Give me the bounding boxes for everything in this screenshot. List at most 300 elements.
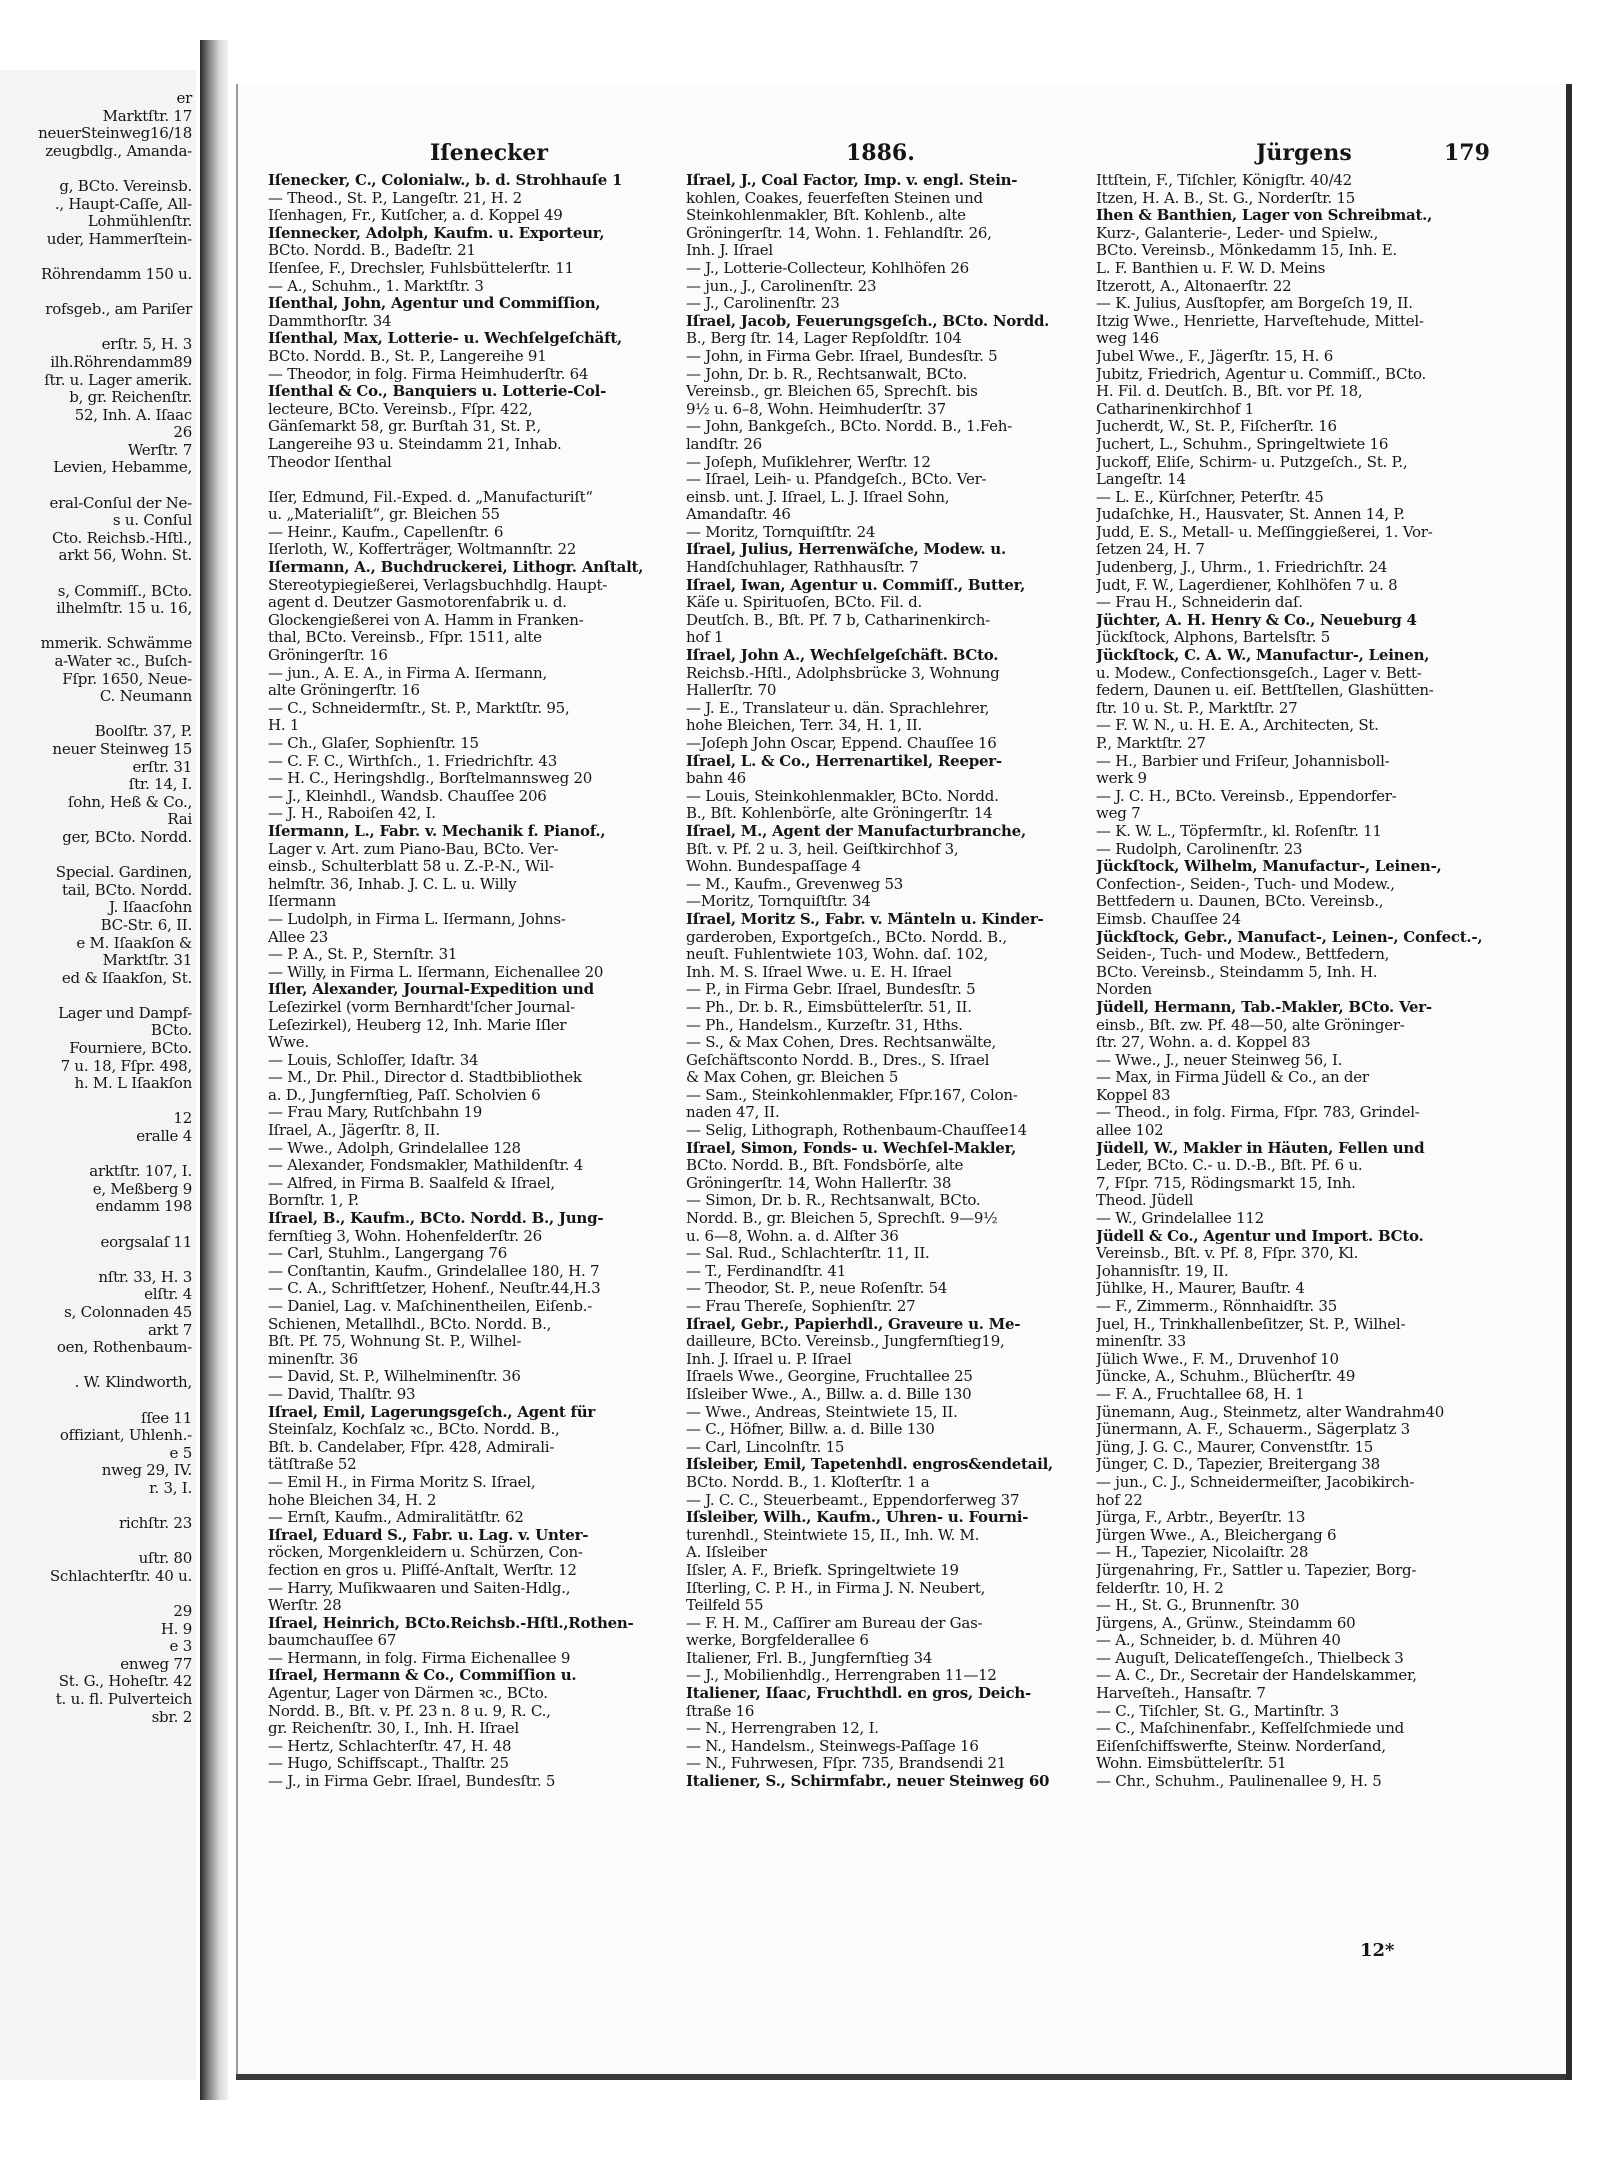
adjacent-page-line: BCto. [150, 1022, 192, 1040]
adjacent-page-line: 29 [173, 1603, 192, 1621]
directory-entry-line: — N., Fuhrwesen, Fſpr. 735, Brandsendi 21 [686, 1755, 1007, 1773]
directory-entry-line: — A., Schneider, b. d. Mühren 40 [1096, 1632, 1341, 1650]
directory-entry-line: Judt, F. W., Lagerdiener, Kohlhöfen 7 u. 8 [1096, 576, 1398, 594]
directory-entry-line: Jühlke, H., Maurer, Bauſtr. 4 [1096, 1280, 1305, 1298]
directory-entry-line: Iſrael, Simon, Fonds- u. Wechſel-Makler, [686, 1139, 1017, 1157]
directory-entry-line: federn, Daunen u. eiſ. Bettſtellen, Glashütten- [1096, 682, 1434, 700]
adjacent-page-line: BC-Str. 6, II. [100, 916, 192, 934]
directory-entry-line: Johannisſtr. 19, II. [1096, 1262, 1229, 1280]
directory-entry-line: — J., Mobilienhdlg., Herrengraben 11—12 [686, 1667, 997, 1685]
directory-entry-line: ſetzen 24, H. 7 [1096, 541, 1205, 559]
directory-entry-line: weg 146 [1096, 330, 1159, 348]
directory-entry-line: hohe Bleichen 34, H. 2 [268, 1491, 437, 1509]
adjacent-page-line: Cto. Reichsb.-Hſtl., [52, 529, 192, 547]
directory-entry-line: — Carl, Stuhlm., Langergang 76 [268, 1245, 508, 1263]
adjacent-page-line: Schlachterſtr. 40 u. [49, 1567, 192, 1585]
directory-entry-line: Jüng, J. G. C., Maurer, Convenstſtr. 15 [1096, 1438, 1374, 1456]
adjacent-page-line: offiziant, Uhlenh.- [59, 1427, 192, 1445]
directory-entry-line: — Frau Mary, Rutſchbahn 19 [268, 1104, 483, 1122]
directory-entry-line: Norden [1096, 981, 1152, 999]
adjacent-page-line: Fourniere, BCto. [69, 1040, 192, 1058]
adjacent-page-line [0, 1533, 196, 1551]
adjacent-page-line: s, Colonnaden 45 [64, 1303, 192, 1321]
directory-entry-line: Glockengießerei von A. Hamm in Franken- [268, 611, 584, 629]
directory-entry-line: Itzig Wwe., Henriette, Harveſtehude, Mittel- [1096, 312, 1424, 330]
directory-entry-line: ſtraße 16 [686, 1702, 755, 1720]
directory-entry-line: Vereinsb., gr. Bleichen 65, Sprechſt. bis [686, 383, 978, 401]
directory-entry-line: Bſt. Pf. 75, Wohnung St. P., Wilhel- [268, 1333, 522, 1351]
directory-entry-line: Ihen & Banthien, Lager von Schreibmat., [1096, 207, 1433, 225]
directory-entry-line: — Daniel, Lag. v. Maſchinentheilen, Eiſenb.- [268, 1298, 593, 1315]
adjacent-page-line: arkt 56, Wohn. St. [58, 547, 192, 565]
adjacent-page-line: ſohn, Heß & Co., [67, 793, 192, 811]
directory-entry-line: P., Marktſtr. 27 [1096, 735, 1206, 752]
directory-entry-line: Iſsleiber, Wilh., Kaufm., Uhren- u. Fourni- [686, 1509, 1029, 1527]
directory-entry-line: H. Fil. d. Deutſch. B., Bſt. vor Pf. 18, [1096, 383, 1363, 401]
directory-entry-line: röcken, Morgenkleidern u. Schürzen, Con- [268, 1544, 583, 1562]
directory-entry-line: — H., Barbier und Friſeur, Johannisboll- [1096, 752, 1390, 770]
directory-entry-line: — S., & Max Cohen, Dres. Rechtsanwälte, [686, 1034, 997, 1052]
adjacent-page-line: mmerik. Schwämme [40, 635, 192, 653]
adjacent-page-line: b, gr. Reichenſtr. [69, 389, 192, 407]
adjacent-page-line: s u. Conſul [112, 512, 192, 530]
directory-entry-line: Italiener, S., Schirmfabr., neuer Steinweg 60 [686, 1773, 1050, 1791]
directory-entry-line: — H., Tapezier, Nicolaiſtr. 28 [1096, 1544, 1309, 1562]
directory-entry-line: Deutſch. B., Bſt. Pf. 7 b, Catharinenkirch- [686, 611, 990, 629]
adjacent-page-line: ed & Iſaakſon, St. [61, 969, 192, 987]
directory-entry-line: — M., Dr. Phil., Director d. Stadtbibliothek [268, 1069, 582, 1087]
directory-entry-line: Ittſtein, F., Tiſchler, Königſtr. 40/42 [1096, 172, 1352, 189]
adjacent-page-line: . W. Klindworth, [74, 1374, 192, 1392]
directory-entry-line: — J. H., Raboiſen 42, I. [268, 805, 436, 823]
adjacent-page-line: e 3 [169, 1638, 192, 1656]
directory-entry-line: — Theodor, in folg. Firma Heimhuderſtr. 64 [268, 365, 589, 383]
adjacent-page-line: Rai [167, 811, 192, 829]
directory-entry-line: Wohn. Bundespaſſage 4 [686, 858, 861, 876]
directory-entry-line: — Hertz, Schlachterſtr. 47, H. 48 [268, 1737, 512, 1755]
directory-entry-line: Vereinsb., Bſt. v. Pf. 8, Fſpr. 370, Kl. [1096, 1245, 1359, 1263]
directory-entry-line: allee 102 [1096, 1122, 1164, 1140]
adjacent-page-line: ., Haupt-Caſſe, All- [54, 195, 192, 213]
directory-entry-line: Jüdell, Hermann, Tab.-Makler, BCto. Ver- [1096, 998, 1432, 1016]
directory-entry-line: — Theod., St. P., Langeſtr. 21, H. 2 [268, 189, 522, 207]
directory-entry-line: Iſermann, L., Fabr. v. Mechanik f. Pianof., [268, 822, 606, 840]
directory-entry-line: u. 6—8, Wohn. a. d. Alſter 36 [686, 1227, 899, 1245]
directory-entry-line: Wwe. [268, 1034, 309, 1052]
directory-entry-line: — jun., J., Carolinenſtr. 23 [686, 277, 877, 295]
directory-entry-line: Bſt. v. Pf. 2 u. 3, heil. Geiſtkirchhof 3, [686, 840, 959, 858]
adjacent-page-line: Fſpr. 1650, Neue- [62, 670, 192, 688]
adjacent-page-line: Levien, Hebamme, [53, 459, 192, 477]
directory-entry-line: Iſrael, Heinrich, BCto.Reichsb.-Hſtl.,Rothen- [268, 1614, 634, 1632]
directory-entry-line: u. „Materialiſt“, gr. Bleichen 55 [268, 506, 500, 524]
adjacent-page-line [0, 987, 196, 1005]
adjacent-page-line: eorgsalaſ 11 [100, 1233, 192, 1251]
directory-entry-line: — Moritz, Tornquiſtſtr. 24 [686, 523, 876, 541]
directory-entry-line: werke, Borgfelderallee 6 [686, 1632, 869, 1650]
directory-entry-line: 7, Fſpr. 715, Rödingsmarkt 15, Inh. [1096, 1174, 1356, 1192]
adjacent-page-line: tail, BCto. Nordd. [61, 881, 192, 899]
adjacent-page-line: ſtr. 14, I. [128, 776, 192, 794]
adjacent-page-line: arktſtr. 107, I. [89, 1163, 192, 1181]
directory-entry-line: — jun., C. J., Schneidermeiſter, Jacobikirch- [1096, 1473, 1415, 1491]
adjacent-page-line: neuer Steinweg 15 [52, 740, 192, 758]
adjacent-page-line: arkt 7 [147, 1321, 192, 1339]
directory-entry-line: BCto. Nordd. B., St. P., Langereihe 91 [268, 347, 547, 365]
directory-entry-line: BCto. Vereinsb., Steindamm 5, Inh. H. [1096, 963, 1378, 981]
adjacent-page-line: neuerSteinweg16/18 [38, 125, 192, 143]
directory-entry-line: B., Berg ſtr. 14, Lager Repſoldſtr. 104 [686, 330, 962, 348]
directory-entry-line: — A., Schuhm., 1. Marktſtr. 3 [268, 277, 484, 295]
directory-entry-line: Jülich Wwe., F. M., Druvenhof 10 [1096, 1350, 1339, 1368]
directory-entry-line: garderoben, Exportgeſch., BCto. Nordd. B., [686, 928, 1007, 946]
directory-entry-line: einsb., Bſt. zw. Pf. 48—50, alte Gröninger- [1096, 1016, 1405, 1034]
directory-entry-line: — Auguſt, Delicateſſengeſch., Thielbeck 3 [1096, 1649, 1404, 1667]
directory-entry-line: — Alexander, Fondsmakler, Mathildenſtr. 4 [268, 1157, 584, 1175]
adjacent-page-line: ſſee 11 [141, 1409, 192, 1427]
directory-entry-line: — C., Maſchinenfabr., Keſſelſchmiede und [1096, 1720, 1404, 1738]
directory-entry-line: thal, BCto. Vereinsb., Fſpr. 1511, alte [268, 629, 542, 647]
directory-entry-line: Judd, E. S., Metall- u. Meſſinggießerei, 1. Vor- [1096, 523, 1433, 541]
adjacent-page-line [0, 1146, 196, 1164]
directory-entry-line: — A. C., Dr., Secretair der Handelskammer, [1096, 1667, 1417, 1685]
directory-entry-line: Iſenecker, C., Colonialw., b. d. Strohhauſe 1 [268, 172, 623, 189]
page-right-edge [1566, 84, 1572, 2080]
directory-entry-line: Jubel Wwe., F., Jägerſtr. 15, H. 6 [1096, 347, 1334, 365]
directory-entry-line: turenhdl., Steintwiete 15, II., Inh. W. M. [686, 1526, 980, 1544]
directory-entry-line: B., Bſt. Kohlenbörſe, alte Gröningerſtr. 14 [686, 805, 993, 823]
directory-entry-line: Allee 23 [268, 928, 329, 946]
directory-entry-line: minenſtr. 33 [1096, 1333, 1186, 1351]
adjacent-page-line: nweg 29, IV. [101, 1462, 192, 1480]
directory-entry-line: — F. H. M., Caſſirer am Bureau der Gas- [686, 1614, 983, 1632]
directory-entry-line: L. F. Banthien u. F. W. D. Meins [1096, 259, 1326, 277]
adjacent-page-line [0, 160, 196, 178]
directory-entry-line: — Ludolph, in Firma L. Iſermann, Johns- [268, 910, 566, 928]
adjacent-page-line: e, Meßberg 9 [92, 1180, 192, 1198]
adjacent-page-line: 52, Inh. A. Iſaac [74, 406, 192, 424]
running-head-left: Iſenecker [430, 140, 548, 166]
directory-entry-line: — Ph., Dr. b. R., Eimsbüttelerſtr. 51, II. [686, 998, 972, 1016]
adjacent-page-line: Marktſtr. 31 [102, 952, 192, 970]
adjacent-page-line: e M. Iſaakſon & [76, 934, 192, 952]
directory-entry-line: — C. F. C., Wirthſch., 1. Friedrichſtr. 43 [268, 752, 558, 770]
adjacent-page-line [0, 706, 196, 724]
directory-entry-line: Jürgens, A., Grünw., Steindamm 60 [1096, 1614, 1356, 1632]
adjacent-page-line: s, Commiſſ., BCto. [57, 582, 192, 600]
directory-entry-line: weg 7 [1096, 805, 1141, 823]
directory-entry-line: Jüdell, W., Makler in Häuten, Fellen und [1096, 1139, 1425, 1157]
directory-entry-line: — F. W. N., u. H. E. A., Architecten, St. [1096, 717, 1379, 735]
adjacent-page-line [0, 1251, 196, 1269]
directory-entry-line: Judenberg, J., Uhrm., 1. Friedrichſtr. 24 [1096, 559, 1388, 577]
adjacent-page-line: rofsgeb., am Pariſer [45, 301, 192, 319]
directory-entry-line: — M., Kaufm., Grevenweg 53 [686, 875, 904, 893]
directory-entry-line: hof 22 [1096, 1491, 1143, 1509]
directory-entry-line: Geſchäftsconto Nordd. B., Dres., S. Iſrael [686, 1051, 990, 1069]
directory-entry-line: Jückſtock, C. A. W., Manufactur-, Leinen, [1096, 647, 1430, 665]
directory-entry-line: Steinſalz, Kochſalz ꝛc., BCto. Nordd. B., [268, 1421, 560, 1439]
directory-entry-line: Jüncke, A., Schuhm., Blücherſtr. 49 [1096, 1368, 1356, 1386]
directory-entry-line: — Carl, Lincolnſtr. 15 [686, 1438, 845, 1456]
directory-entry-line: — J., Carolinenſtr. 23 [686, 295, 840, 313]
directory-entry-line: — C., Tiſchler, St. G., Martinſtr. 3 [1096, 1702, 1339, 1720]
directory-entry-line: Teilfeld 55 [686, 1597, 764, 1615]
adjacent-page-line: St. G., Hoheſtr. 42 [58, 1673, 192, 1691]
directory-entry-line [268, 471, 678, 489]
directory-entry-line: Amandaſtr. 46 [686, 506, 791, 524]
directory-entry-line: Jucherdt, W., St. P., Fiſcherſtr. 16 [1096, 418, 1337, 436]
directory-entry-line: Langereihe 93 u. Steindamm 21, Inhab. [268, 435, 562, 453]
adjacent-page-line: Boolſtr. 37, P. [94, 723, 192, 741]
directory-entry-line: — Chr., Schuhm., Paulinenallee 9, H. 5 [1096, 1773, 1382, 1791]
directory-entry-line: — J., Lotterie-Collecteur, Kohlhöfen 26 [686, 259, 969, 277]
directory-entry-line: — J. C. H., BCto. Vereinsb., Eppendorfer- [1096, 787, 1397, 805]
directory-entry-line: hohe Bleichen, Terr. 34, H. 1, II. [686, 717, 923, 735]
adjacent-page-line: uder, Hammerſtein- [46, 230, 192, 248]
directory-entry-line: Iſrael, M., Agent der Manufacturbranche, [686, 822, 1026, 840]
directory-entry-line: Iſrael, Gebr., Papierhdl., Graveure u. Me- [686, 1315, 1021, 1333]
directory-entry-line: Gröningerſtr. 14, Wohn Hallerſtr. 38 [686, 1174, 952, 1192]
adjacent-page-line: elſtr. 4 [144, 1286, 192, 1304]
directory-entry-line: Inh. M. S. Iſrael Wwe. u. E. H. Iſrael [686, 963, 952, 981]
directory-entry-line: — J. C. C., Steuerbeamt., Eppendorferweg 37 [686, 1491, 1020, 1509]
directory-entry-line: — J. E., Translateur u. dän. Sprachlehrer, [686, 699, 990, 717]
adjacent-page-line: richſtr. 23 [118, 1515, 192, 1533]
directory-entry-line: Iſennecker, Adolph, Kaufm. u. Exporteur, [268, 224, 605, 242]
directory-entry-line: — Frau H., Schneiderin daſ. [1096, 594, 1303, 612]
directory-entry-line: Bſt. b. Candelaber, Fſpr. 428, Admirali- [268, 1438, 555, 1456]
directory-entry-line: Iſermann, A., Buchdruckerei, Lithogr. Anſtalt, [268, 559, 644, 577]
directory-entry-line: Seiden-, Tuch- und Modew., Bettfedern, [1096, 946, 1390, 964]
directory-entry-line: BCto. Nordd. B., Bſt. Fondsbörſe, alte [686, 1157, 964, 1175]
directory-entry-line: — Theod., in folg. Firma, Fſpr. 783, Grindel- [1096, 1104, 1420, 1122]
directory-entry-line: — L. E., Kürſchner, Peterſtr. 45 [1096, 488, 1324, 506]
directory-entry-line: landſtr. 26 [686, 435, 762, 453]
adjacent-page-line: nſtr. 33, H. 3 [98, 1268, 192, 1286]
adjacent-page-line [0, 284, 196, 302]
directory-entry-line: A. Iſsleiber [686, 1544, 767, 1562]
directory-entry-line: Gröningerſtr. 16 [268, 647, 388, 665]
directory-entry-line: Jünemann, Aug., Steinmetz, alter Wandrahm40 [1096, 1403, 1445, 1421]
directory-entry-line: a. D., Jungfernſtieg, Paſſ. Scholvien 6 [268, 1086, 541, 1104]
directory-entry-line: Iſsler, A. F., Briefk. Springeltwiete 19 [686, 1561, 959, 1579]
directory-entry-line: Jückſtock, Wilhelm, Manufactur-, Leinen-, [1096, 858, 1442, 876]
directory-entry-line: kohlen, Coakes, feuerfeſten Steinen und [686, 189, 983, 207]
directory-entry-line: Iſenthal, Max, Lotterie- u. Wechſelgeſchäft, [268, 330, 622, 348]
directory-entry-line: Jubitz, Friedrich, Agentur u. Commiſſ., BCto. [1096, 365, 1427, 383]
adjacent-page-line: 7 u. 18, Fſpr. 498, [60, 1057, 192, 1075]
directory-entry-line: — Frau Thereſe, Sophienſtr. 27 [686, 1298, 916, 1315]
adjacent-page-line [0, 1498, 196, 1516]
directory-entry-line: Jüchter, A. H. Henry & Co., Neueburg 4 [1096, 611, 1417, 629]
directory-entry-line: — P. A., St. P., Sternſtr. 31 [268, 946, 458, 964]
directory-entry-line: — Conſtantin, Kaufm., Grindelallee 180, H. 7 [268, 1262, 600, 1280]
directory-entry-line: Käſe u. Spirituoſen, BCto. Fil. d. [686, 594, 923, 612]
adjacent-page-line: C. Neumann [99, 688, 192, 706]
adjacent-page-line [0, 477, 196, 495]
directory-entry-line: Jürgenahring, Fr., Sattler u. Tapezier, Borg- [1096, 1561, 1417, 1579]
directory-entry-line: Iſsleiber, Emil, Tapetenhdl. engros&endetail, [686, 1456, 1054, 1474]
adjacent-page-line: t. u. fl. Pulverteich [55, 1691, 192, 1709]
directory-entry-line: Schienen, Metallhdl., BCto. Nordd. B., [268, 1315, 552, 1333]
directory-entry-line: —Joſeph John Oscar, Eppend. Chauſſee 16 [686, 735, 997, 752]
adjacent-page-line [0, 565, 196, 583]
directory-entry-line: Eimsb. Chauſſee 24 [1096, 910, 1241, 928]
adjacent-page-line: ilh.Röhrendamm89 [50, 353, 192, 371]
directory-entry-line: Iſler, Alexander, Journal-Expedition und [268, 981, 594, 999]
adjacent-page-line: ſtr. u. Lager amerik. [44, 371, 192, 389]
directory-entry-line: Jünger, C. D., Tapezier, Breitergang 38 [1096, 1456, 1380, 1474]
column-3 [1096, 172, 1506, 1791]
directory-entry-line: Theod. Jüdell [1096, 1192, 1194, 1210]
directory-entry-line: Itzen, H. A. B., St. G., Norderſtr. 15 [1096, 189, 1356, 207]
directory-entry-line: — John, Dr. b. R., Rechtsanwalt, BCto. [686, 365, 968, 383]
directory-entry-line: felderſtr. 10, H. 2 [1096, 1579, 1224, 1597]
directory-entry-line: — Wwe., J., neuer Steinweg 56, I. [1096, 1051, 1343, 1069]
column-1 [268, 172, 678, 1791]
directory-entry-line: Iſrael, Jacob, Feuerungsgeſch., BCto. Nordd. [686, 312, 1050, 330]
directory-entry-line: Juckoff, Eliſe, Schirm- u. Putzgeſch., St. P., [1096, 453, 1408, 471]
directory-entry-line: 9½ u. 6–8, Wohn. Heimhuderſtr. 37 [686, 400, 946, 418]
directory-entry-line: Leſezirkel (vorm Bernhardt'ſcher Journal- [268, 998, 575, 1016]
directory-entry-line: naden 47, II. [686, 1104, 780, 1122]
directory-entry-line: — T., Ferdinandſtr. 41 [686, 1262, 846, 1280]
directory-entry-line: Juel, H., Trinkhallenbeſitzer, St. P., Wilhel- [1096, 1315, 1406, 1333]
directory-entry-line: — John, in Firma Gebr. Iſrael, Bundesſtr. 5 [686, 347, 998, 365]
running-head-right: Jürgens [1256, 140, 1352, 166]
directory-entry-line: Steinkohlenmakler, Bſt. Kohlenb., alte [686, 207, 966, 225]
directory-entry-line: — Heinr., Kaufm., Capellenſtr. 6 [268, 523, 504, 541]
directory-entry-line: Iſrael, Eduard S., Fabr. u. Lag. v. Unter- [268, 1526, 589, 1544]
signature-mark: 12* [1360, 1940, 1395, 1961]
adjacent-page-line: a-Water ꝛc., Buſch- [54, 653, 192, 670]
directory-entry-line: Stereotypiegießerei, Verlagsbuchhdlg. Haupt- [268, 576, 608, 594]
directory-entry-line: Iſrael, L. & Co., Herrenartikel, Reeper- [686, 752, 1002, 770]
adjacent-page-line: e 5 [169, 1444, 192, 1462]
directory-entry-line: — Max, in Firma Jüdell & Co., an der [1096, 1069, 1369, 1087]
directory-entry-line: Leſezirkel), Heuberg 12, Inh. Marie Iſler [268, 1016, 567, 1034]
directory-entry-line: Wohn. Eimsbüttelerſtr. 51 [1096, 1755, 1287, 1773]
adjacent-page-line: enweg 77 [120, 1655, 192, 1673]
directory-entry-line: ſtr. 27, Wohn. a. d. Koppel 83 [1096, 1034, 1311, 1052]
directory-entry-line: einsb. unt. J. Iſrael, L. J. Iſrael Sohn, [686, 488, 950, 506]
directory-entry-line: Iſrael, Emil, Lagerungsgeſch., Agent für [268, 1403, 596, 1421]
directory-entry-line: — Joſeph, Muſiklehrer, Werſtr. 12 [686, 453, 931, 471]
directory-entry-line: Hallerſtr. 70 [686, 682, 777, 700]
directory-entry-line: BCto. Nordd. B., Badeſtr. 21 [268, 242, 476, 260]
directory-entry-line: —Moritz, Tornquiſtſtr. 34 [686, 893, 871, 911]
running-head-year: 1886. [846, 140, 915, 166]
adjacent-page-line: Lager und Dampf- [58, 1004, 192, 1022]
directory-entry-line: Inh. J. Iſrael [686, 242, 773, 260]
directory-entry-line: neuſt. Fuhlentwiete 103, Wohn. daſ. 102, [686, 946, 989, 964]
directory-entry-line: Bornſtr. 1, P. [268, 1192, 359, 1210]
page-number: 179 [1444, 140, 1490, 166]
directory-entry-line: Iſenſee, F., Drechsler, Fuhlsbüttelerſtr. 11 [268, 259, 574, 277]
directory-entry-line: — John, Bankgeſch., BCto. Nordd. B., 1.Feh- [686, 418, 1013, 436]
directory-entry-line: — C. A., Schriftſetzer, Hohenf., Neuſtr.44,H.3 [268, 1280, 601, 1298]
directory-entry-line: — F. A., Fruchtallee 68, H. 1 [1096, 1385, 1305, 1403]
adjacent-page-line: er [176, 90, 192, 107]
directory-entry-line: Handſchuhlager, Rathhausſtr. 7 [686, 559, 919, 577]
directory-entry-line: Iſenhagen, Fr., Kutſcher, a. d. Koppel 49 [268, 207, 563, 225]
directory-entry-line: Iſrael, J., Coal Factor, Imp. v. engl. Stein- [686, 172, 1018, 189]
directory-entry-line: Iſterling, C. P. H., in Firma J. N. Neubert, [686, 1579, 986, 1597]
adjacent-page-line: sbr. 2 [151, 1708, 192, 1726]
adjacent-page-line [0, 1357, 196, 1375]
adjacent-page-line [0, 1093, 196, 1111]
adjacent-page-line: uſtr. 80 [138, 1550, 192, 1568]
directory-entry-line: Iſrael, B., Kaufm., BCto. Nordd. B., Jung- [268, 1210, 604, 1228]
directory-entry-line: Kurz-, Galanterie-, Leder- und Spielw., [1096, 224, 1379, 242]
directory-entry-line: — K. Julius, Ausſtopfer, am Borgeſch 19, II. [1096, 295, 1413, 313]
directory-entry-line: — Wwe., Adolph, Grindelallee 128 [268, 1139, 521, 1157]
directory-entry-line: hof 1 [686, 629, 724, 647]
directory-entry-line: Gröningerſtr. 14, Wohn. 1. Fehlandſtr. 26, [686, 224, 992, 242]
adjacent-page-line: J. Iſaacſohn [108, 899, 192, 917]
directory-entry-line: Itzerott, A., Altonaerſtr. 22 [1096, 277, 1292, 295]
adjacent-page-strip [0, 70, 196, 2080]
directory-entry-line: Harveſteh., Hansaſtr. 7 [1096, 1685, 1266, 1703]
directory-entry-line: — C., Höfner, Billw. a. d. Bille 130 [686, 1421, 935, 1439]
directory-entry-line: — Rudolph, Carolinenſtr. 23 [1096, 840, 1303, 858]
directory-entry-line: Bettfedern u. Daunen, BCto. Vereinsb., [1096, 893, 1384, 911]
directory-entry-line: — Louis, Steinkohlenmakler, BCto. Nordd. [686, 787, 999, 805]
directory-entry-line: — Louis, Schloſſer, Idaſtr. 34 [268, 1051, 479, 1069]
directory-entry-line: — David, Thalſtr. 93 [268, 1385, 416, 1403]
directory-entry-line: tätſtraße 52 [268, 1456, 357, 1474]
directory-entry-line: alte Gröningerſtr. 16 [268, 682, 420, 700]
adjacent-page-line: ger, BCto. Nordd. [62, 828, 192, 846]
directory-entry-line: — J., Kleinhdl., Wandsb. Chauſſee 206 [268, 787, 547, 805]
directory-entry-line: Werſtr. 28 [268, 1597, 342, 1615]
adjacent-page-line: oen, Rothenbaum- [56, 1339, 192, 1357]
directory-entry-line: agent d. Deutzer Gasmotorenfabrik u. d. [268, 594, 567, 612]
directory-entry-line: Jünermann, A. F., Schauerm., Sägerplatz 3 [1096, 1421, 1410, 1439]
directory-entry-line: Confection-, Seiden-, Tuch- und Modew., [1096, 875, 1395, 893]
directory-entry-line: BCto. Vereinsb., Mönkedamm 15, Inh. E. [1096, 242, 1397, 260]
directory-entry-line: Jüdell & Co., Agentur und Import. BCto. [1096, 1227, 1424, 1245]
directory-entry-line: — N., Herrengraben 12, I. [686, 1720, 879, 1738]
directory-entry-line: fernſtieg 3, Wohn. Hohenfelderſtr. 26 [268, 1227, 542, 1245]
directory-entry-line: Reichsb.-Hſtl., Adolphsbrücke 3, Wohnung [686, 664, 1000, 682]
directory-entry-line: — Harry, Muſikwaaren und Saiten-Hdlg., [268, 1579, 571, 1597]
directory-entry-line: gr. Reichenſtr. 30, I., Inh. H. Iſrael [268, 1720, 519, 1738]
directory-entry-line: Iſrael, A., Jägerſtr. 8, II. [268, 1122, 440, 1140]
directory-entry-line: Inh. J. Iſrael u. P. Iſrael [686, 1350, 852, 1368]
adjacent-page-line: erſtr. 31 [132, 758, 192, 776]
adjacent-page-line: Special. Gardinen, [55, 864, 192, 882]
adjacent-page-line: r. 3, I. [149, 1479, 192, 1497]
directory-entry-line: — H., St. G., Brunnenſtr. 30 [1096, 1597, 1300, 1615]
directory-entry-line: — F., Zimmerm., Rönnhaidſtr. 35 [1096, 1298, 1338, 1315]
directory-entry-line: Jückſtock, Gebr., Manufact-, Leinen-, Confect.-, [1096, 928, 1483, 946]
adjacent-page-line [0, 618, 196, 636]
adjacent-page-line [0, 1216, 196, 1234]
directory-entry-line: Iſermann [268, 893, 337, 911]
directory-entry-line: Iſrael, Hermann & Co., Commiſſion u. [268, 1667, 577, 1685]
page-bottom-edge [236, 2074, 1566, 2080]
directory-entry-line: — Willy, in Firma L. Iſermann, Eichenallee 20 [268, 963, 604, 981]
directory-entry-line: — David, St. P., Wilhelminenſtr. 36 [268, 1368, 521, 1386]
directory-entry-line: u. Modew., Confectionsgeſch., Lager v. Bett- [1096, 664, 1422, 682]
directory-entry-line: Iſenthal & Co., Banquiers u. Lotterie-Col- [268, 383, 607, 401]
adjacent-page-line: Werſtr. 7 [127, 441, 192, 459]
adjacent-page-line: Marktſtr. 17 [102, 107, 192, 125]
directory-entry-line: — Hugo, Schiffscapt., Thalſtr. 25 [268, 1755, 509, 1773]
directory-entry-line: Agentur, Lager von Därmen ꝛc., BCto. [268, 1685, 548, 1703]
